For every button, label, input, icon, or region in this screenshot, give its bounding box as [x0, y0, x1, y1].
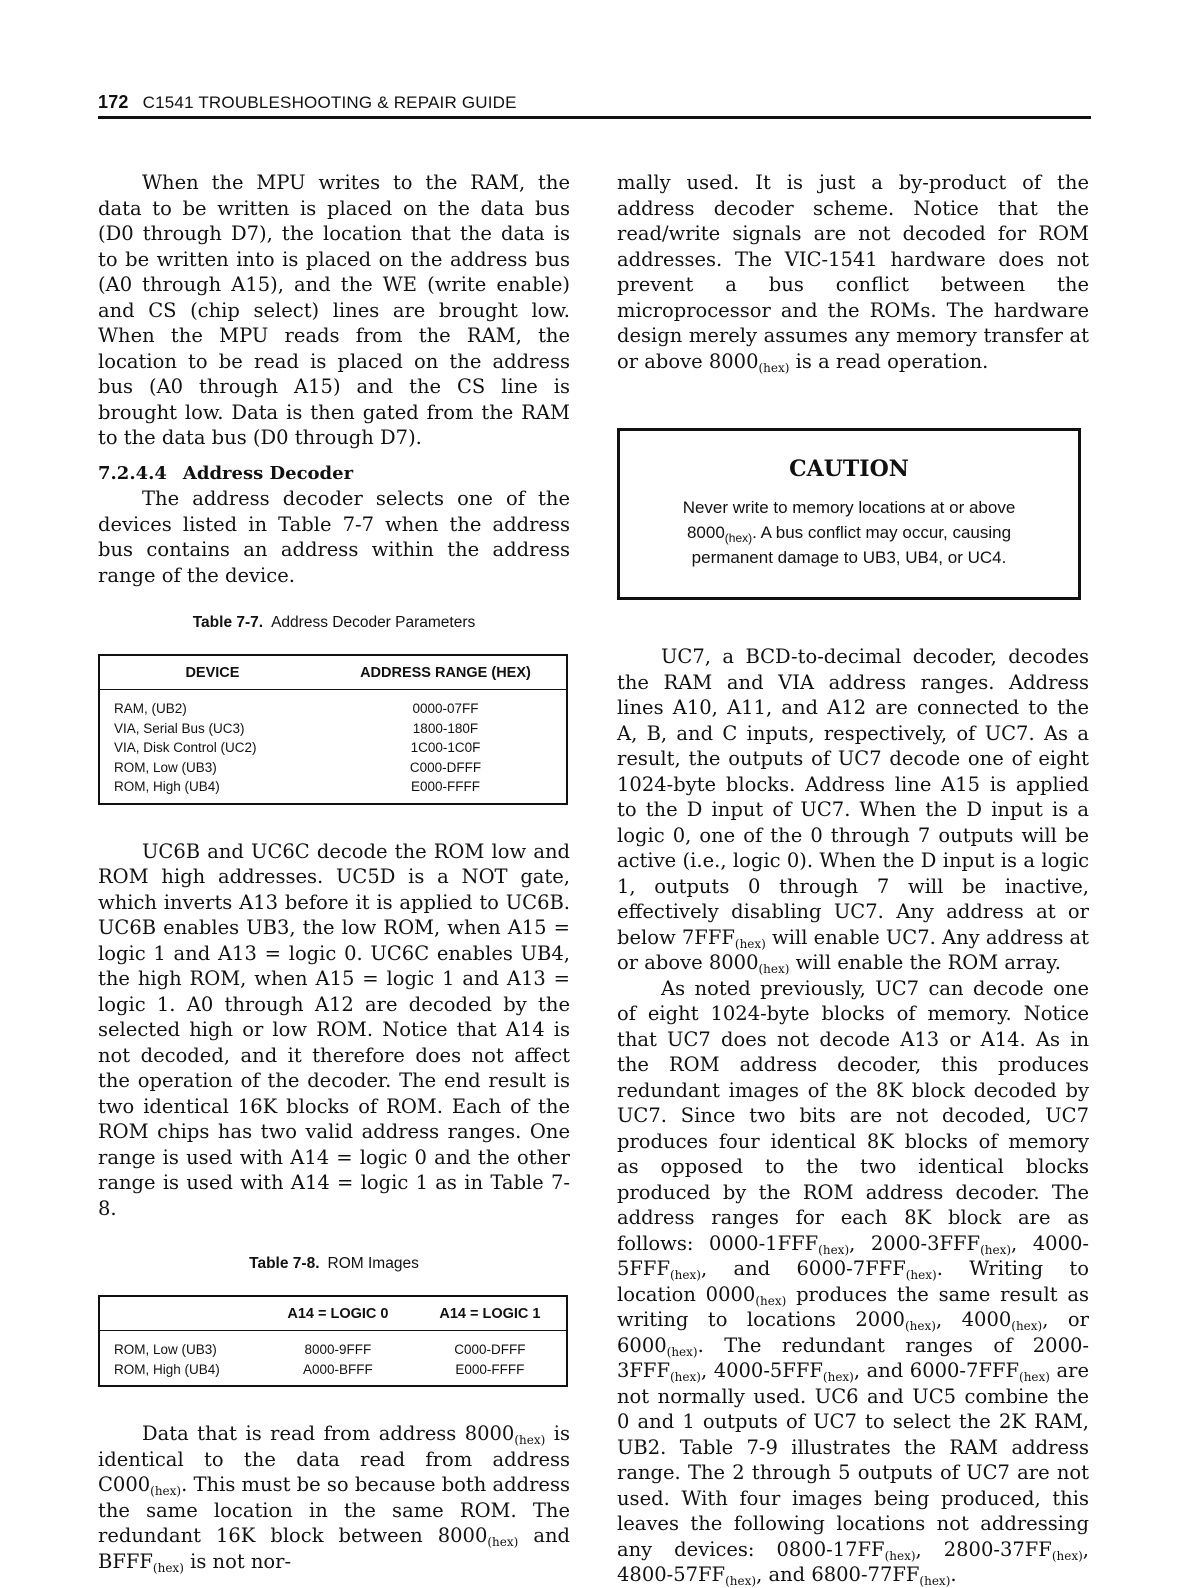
table-caption-text: ROM Images [327, 1255, 419, 1272]
column-header: A14 = LOGIC 1 [414, 1296, 567, 1331]
table-cell: E000-FFFF [455, 1361, 525, 1377]
table-cell: ROM, High (UB4) [114, 1361, 220, 1377]
paragraph-continued: mally used. It is just a by-product of the address decoder scheme. Notice that the read/write signals are not decoded for ROM addresses. The VIC-1541 hardware does not prevent a bus conflict between the microprocessor and the ROMs. The hardware design merely assumes any memory transfer at or above $8000_{(hex)}$ is a read operation. [617, 171, 1089, 375]
section-number: 7.2.4.4 [98, 462, 167, 484]
table-cell: C000-DFFF [454, 1342, 526, 1357]
column-header: ADDRESS RANGE (HEX) [325, 655, 567, 690]
table-row [99, 1360, 567, 1387]
paragraph-address-decoder: The address decoder selects one of the devices listed in Table 7-7 when the address bus contains an address within the address range of the device. [98, 487, 570, 587]
paragraph-redundant-images: As noted previously, UC7 can decode one of eight 1024-byte blocks of memory. Notice that UC7 does not decode A13 or A14. As in the ROM address decoder, this produces redundant images of the 8K block decoded by UC7. Since two bits are not decoded, UC7 produces four identical 8K blocks of memory as opposed to the two identical blocks produced by the ROM address decoder. The address ranges for each 8K block are as follows: $0000-1FFF_{(hex)}$, $2000-3FFF_{(hex)}$, $4000-5FFF_{(hex)}$, and $6000-7FFF_{(hex)}$. Writing to location $0000_{(hex)}$ produces the same result as writing to locations $2000_{(hex)}$, $4000_{(hex)}$, or $6000_{(hex)}$. The redundant ranges of $2000-3FFF_{(hex)}$, $4000-5FFF_{(hex)}$, and $6000-7FFF_{(hex)}$ are not normally used. UC6 and UC5 combine the 0 and 1 outputs of UC7 to select the 2K RAM, UB2. Table 7-9 illustrates the RAM address range. The 2 through 5 outputs of UC7 are not used. With four images being produced, this leaves the following locations not addressing any devices: $0800-17FF_{(hex)}$, $2800-37FF_{(hex)}$, $4800-57FF_{(hex)}$, and $6800-77FF_{(hex)}$. [617, 976, 1089, 1588]
table-cell: RAM, (UB2) [114, 701, 187, 716]
table-cell: 0000-07FF [412, 701, 479, 716]
paragraph-redundant-block: Data that is read from address $8000_{(hex)}$ is identical to the data read from address $C000_{(hex)}$. This must be so because both address the same location in the same ROM. The redundant 16K block between $8000_{(hex)}$ and $BFFF_{(hex)}$ is not nor- [98, 1422, 570, 1575]
paragraph-uc7-decoder: UC7, a BCD-to-decimal decoder, decodes the RAM and VIA address ranges. Address lines A10, A11, and A12 are connected to the A, B, and C inputs, respectively, of UC7. As a result, the outputs of UC7 decode one of eight 1024-byte blocks. Address line A15 is applied to the D input of UC7. When the D input is a logic 0, one of the 0 through 7 outputs will be active (i.e., logic 0). When the D input is a logic 1, outputs 0 through 7 will be inactive, effectively disabling UC7. Any address at or below $7FFF_{(hex)}$ will enable UC7. Any address at or above $8000_{(hex)}$ will enable the ROM array. [617, 645, 1089, 976]
left-column [98, 170, 570, 1574]
table-7-8-caption [98, 1251, 570, 1277]
table-cell: ROM, Low (UB3) [114, 1342, 217, 1357]
table-cell: C000-DFFF [409, 759, 482, 775]
table-address-decoder [98, 654, 568, 805]
table-caption-label: Table 7-7. [192, 614, 264, 631]
table-rom-images [98, 1295, 568, 1388]
table-row [99, 758, 567, 778]
column-header: A14 = LOGIC 0 [262, 1296, 414, 1331]
table-header-row [99, 1296, 567, 1331]
caution-box [617, 428, 1081, 600]
running-title: C1541 TROUBLESHOOTING & REPAIR GUIDE [142, 93, 517, 112]
table-cell: VIA, Serial Bus (UC3) [114, 720, 245, 736]
page-header [98, 92, 1091, 119]
section-heading [98, 461, 570, 487]
table-row [99, 777, 567, 804]
table-cell: ROM, Low (UB3) [114, 759, 217, 775]
table-7-7-caption [98, 610, 570, 636]
caution-text: Never write to memory locations at or above $8000_{(hex)}$. A bus conflict may occur, causing permanent damage to UB3, UB4, or UC4. [682, 497, 1016, 567]
table-cell: VIA, Disk Control (UC2) [114, 740, 257, 755]
table-header-row [99, 655, 567, 690]
right-column [617, 170, 1089, 1588]
table-cell: ROM, High (UB4) [114, 779, 220, 794]
page-number: 172 [98, 92, 129, 112]
table-row [99, 690, 567, 719]
table-cell: A000-BFFF [303, 1361, 373, 1377]
caution-title: CAUTION [789, 456, 909, 482]
column-header: DEVICE [99, 655, 325, 690]
table-cell: 1C00-1C0F [410, 740, 481, 755]
paragraph-rom-decode: UC6B and UC6C decode the ROM low and ROM high addresses. UC5D is a NOT gate, which inverts A13 before it is applied to UC6B. UC6B enables UB3, the low ROM, when A15 = logic 1 and A13 = logic 0. UC6C enables UB4, the high ROM, when A15 = logic 1 and A13 = logic 1. A0 through A12 are decoded by the selected high or low ROM. Notice that A14 is not decoded, and it therefore does not affect the operation of the decoder. The end result is two identical 16K blocks of ROM. Each of the ROM chips has two valid address ranges. One range is used with A14 = logic 0 and the other range is used with A14 = logic 1 as in Table 7-8. [98, 839, 570, 1220]
table-row [99, 719, 567, 739]
column-header [99, 1296, 262, 1331]
paragraph-ram-access: When the MPU writes to the RAM, the data to be written is placed on the data bus (D0 through D7), the location that the data is to be written into is placed on the address bus (A0 through A15), and the WE (write enable) and CS (chip select) lines are brought low. When the MPU reads from the RAM, the location to be read is placed on the address bus (A0 through A15) and the CS line is brought low. Data is then gated from the RAM to the data bus (D0 through D7). [98, 171, 570, 449]
section-title: Address Decoder [182, 462, 354, 484]
table-cell: 1800-180F [412, 720, 479, 736]
table-row [99, 738, 567, 758]
table-caption-text: Address Decoder Parameters [271, 614, 476, 631]
table-cell: E000-FFFF [410, 779, 480, 794]
table-cell: 8000-9FFF [304, 1342, 372, 1357]
table-row [99, 1331, 567, 1360]
table-caption-label: Table 7-8. [249, 1255, 320, 1272]
